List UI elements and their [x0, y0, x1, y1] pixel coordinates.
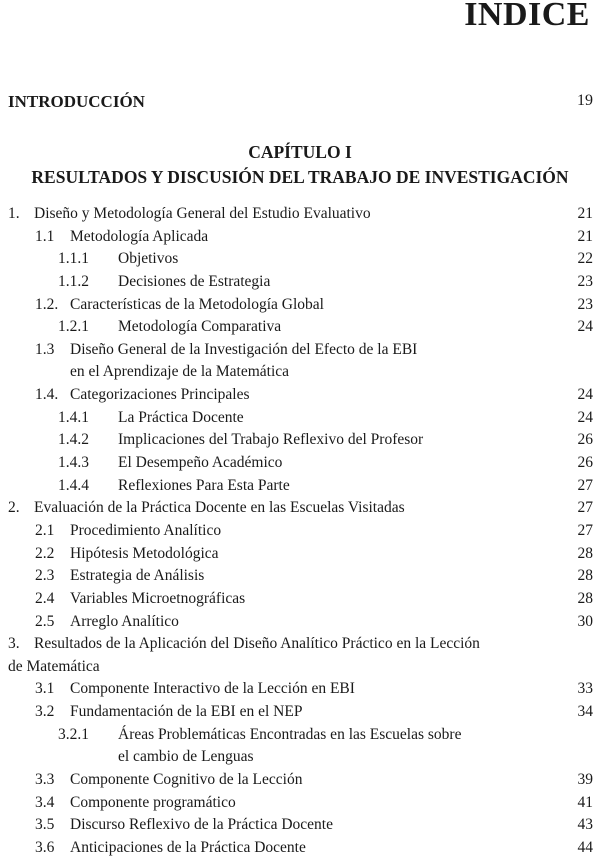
toc-entry	[8, 407, 593, 430]
toc-entry-introduccion	[8, 92, 593, 112]
toc-entry	[8, 271, 593, 294]
toc-entry	[8, 746, 593, 769]
toc-entry-title: Objetivos	[118, 250, 179, 268]
intro-label: INTRODUCCIÓN	[8, 92, 145, 111]
toc-entry-number: 3.2.1	[58, 725, 89, 743]
toc-entry-title: Variables Microetnográficas	[70, 589, 246, 607]
toc-entry	[8, 361, 593, 384]
toc-entry-number: 2.	[8, 499, 20, 517]
toc-entry-title: en el Aprendizaje de la Matemática	[70, 363, 290, 381]
toc-entry-number: 2.1	[35, 521, 55, 539]
toc-entry-title: La Práctica Docente	[118, 408, 244, 426]
toc-entry-title: Estrategia de Análisis	[70, 567, 205, 585]
toc-entry-title: Anticipaciones de la Práctica Docente	[70, 838, 306, 856]
toc-entry	[8, 429, 593, 452]
intro-page: 19	[577, 92, 593, 109]
toc-entry	[8, 497, 593, 520]
toc-entry-number: 1.4.4	[58, 476, 89, 494]
toc-entry-page: 24	[577, 408, 593, 426]
toc-entry	[8, 678, 593, 701]
toc-entry-page: 28	[577, 589, 593, 607]
toc-entry-number: 3.1	[35, 680, 55, 698]
toc-entry	[8, 294, 593, 317]
toc-entry-page: 33	[577, 680, 593, 698]
toc-entry-page: 34	[577, 703, 593, 721]
toc-entry-title: El Desempeño Académico	[118, 454, 283, 472]
toc-entry-number: 1.4.	[35, 386, 59, 404]
toc-entry-number: 3.4	[35, 793, 55, 811]
toc-entry	[8, 543, 593, 566]
toc-entry-number: 1.1.1	[58, 250, 89, 268]
toc-entry-title: Áreas Problemáticas Encontradas en las Escuelas sobre	[118, 725, 462, 743]
toc-entry-page: 27	[577, 521, 593, 539]
toc-entry-title: Evaluación de la Práctica Docente en las Escuelas Visitadas	[34, 499, 405, 517]
toc-entry-title: Características de la Metodología Global	[70, 295, 324, 313]
toc-entry-title: Componente Cognitivo de la Lección	[70, 771, 303, 789]
toc-entry-title: Implicaciones del Trabajo Reflexivo del Profesor	[118, 431, 424, 449]
toc-entry-number: 3.2	[35, 703, 55, 721]
toc-entry-number: 2.5	[35, 612, 55, 630]
toc-entry	[8, 475, 593, 498]
toc-entry	[8, 701, 593, 724]
chapter-header	[0, 140, 600, 190]
toc-entry-page: 30	[577, 612, 593, 630]
toc-entry-title: Decisiones de Estrategia	[118, 272, 271, 290]
toc-entry	[8, 520, 593, 543]
toc-entry	[8, 633, 593, 656]
toc-entry-number: 3.6	[35, 838, 55, 856]
toc-entry-page: 21	[577, 227, 593, 245]
toc-entry	[8, 452, 593, 475]
toc-list	[8, 203, 593, 860]
toc-entry-number: 2.3	[35, 567, 55, 585]
toc-entry-title: Componente Interactivo de la Lección en EBI	[70, 680, 355, 698]
toc-entry-number: 1.4.1	[58, 408, 89, 426]
toc-entry-number: 3.5	[35, 816, 55, 834]
toc-entry-title: Diseño General de la Investigación del Efecto de la EBI	[70, 340, 418, 358]
toc-entry-page: 27	[577, 476, 593, 494]
toc-entry	[8, 248, 593, 271]
toc-entry	[8, 769, 593, 792]
toc-entry	[8, 837, 593, 860]
toc-entry-page: 24	[577, 318, 593, 336]
toc-entry-page: 23	[577, 272, 593, 290]
toc-entry-page: 27	[577, 499, 593, 517]
chapter-label: CAPÍTULO I	[248, 142, 352, 162]
toc-entry-title: Resultados de la Aplicación del Diseño Analítico Práctico en la Lección	[34, 635, 480, 653]
toc-entry-number: 1.3	[35, 340, 55, 358]
toc-entry-page: 26	[577, 431, 593, 449]
toc-entry-number: 1.4.2	[58, 431, 89, 449]
toc-entry-number: 1.	[8, 205, 20, 222]
toc-entry-title: de Matemática	[8, 657, 100, 675]
toc-entry	[8, 384, 593, 407]
toc-entry	[8, 656, 593, 679]
toc-entry-title: el cambio de Lenguas	[118, 748, 254, 766]
toc-entry-title: Arreglo Analítico	[70, 612, 179, 630]
toc-entry-page: 26	[577, 454, 593, 472]
chapter-title: RESULTADOS Y DISCUSIÓN DEL TRABAJO DE INVESTIGACIÓN	[31, 167, 569, 187]
toc-entry-number: 1.2.	[35, 295, 59, 313]
toc-entry-title: Hipótesis Metodológica	[70, 544, 219, 562]
toc-entry-title: Diseño y Metodología General del Estudio Evaluativo	[34, 205, 371, 222]
toc-entry-page: 22	[577, 250, 593, 268]
toc-entry	[8, 611, 593, 634]
toc-entry-title: Categorizaciones Principales	[70, 386, 250, 404]
toc-entry	[8, 565, 593, 588]
toc-entry-page: 43	[577, 816, 593, 834]
toc-entry-page: 24	[577, 386, 593, 404]
toc-entry	[8, 814, 593, 837]
toc-entry-title: Componente programático	[70, 793, 236, 811]
toc-entry-page: 28	[577, 567, 593, 585]
toc-entry-page: 28	[577, 544, 593, 562]
toc-entry-title: Metodología Comparativa	[118, 318, 282, 336]
toc-entry-title: Fundamentación de la EBI en el NEP	[70, 703, 303, 721]
toc-entry-number: 2.4	[35, 589, 55, 607]
toc-entry-page: 21	[577, 205, 593, 222]
toc-entry-number: 3.3	[35, 771, 55, 789]
toc-entry	[8, 792, 593, 815]
toc-entry	[8, 203, 593, 226]
toc-entry	[8, 316, 593, 339]
toc-entry-number: 3.	[8, 635, 20, 653]
toc-entry-number: 1.2.1	[58, 318, 89, 336]
toc-entry	[8, 226, 593, 249]
toc-entry-title: Discurso Reflexivo de la Práctica Docente	[70, 816, 333, 834]
toc-entry-page: 39	[577, 771, 593, 789]
toc-entry	[8, 724, 593, 747]
toc-entry-number: 2.2	[35, 544, 55, 562]
toc-entry-page: 23	[577, 295, 593, 313]
toc-entry-page: 41	[577, 793, 593, 811]
toc-entry	[8, 588, 593, 611]
toc-entry	[8, 339, 593, 362]
toc-entry-title: Reflexiones Para Esta Parte	[118, 476, 290, 494]
toc-entry-title: Metodología Aplicada	[70, 227, 209, 245]
toc-entry-number: 1.1	[35, 227, 55, 245]
toc-entry-number: 1.4.3	[58, 454, 89, 472]
toc-entry-number: 1.1.2	[58, 272, 89, 290]
toc-entry-page: 44	[577, 838, 593, 856]
toc-entry-title: Procedimiento Analítico	[70, 521, 222, 539]
page-heading: INDICE	[464, 0, 590, 33]
